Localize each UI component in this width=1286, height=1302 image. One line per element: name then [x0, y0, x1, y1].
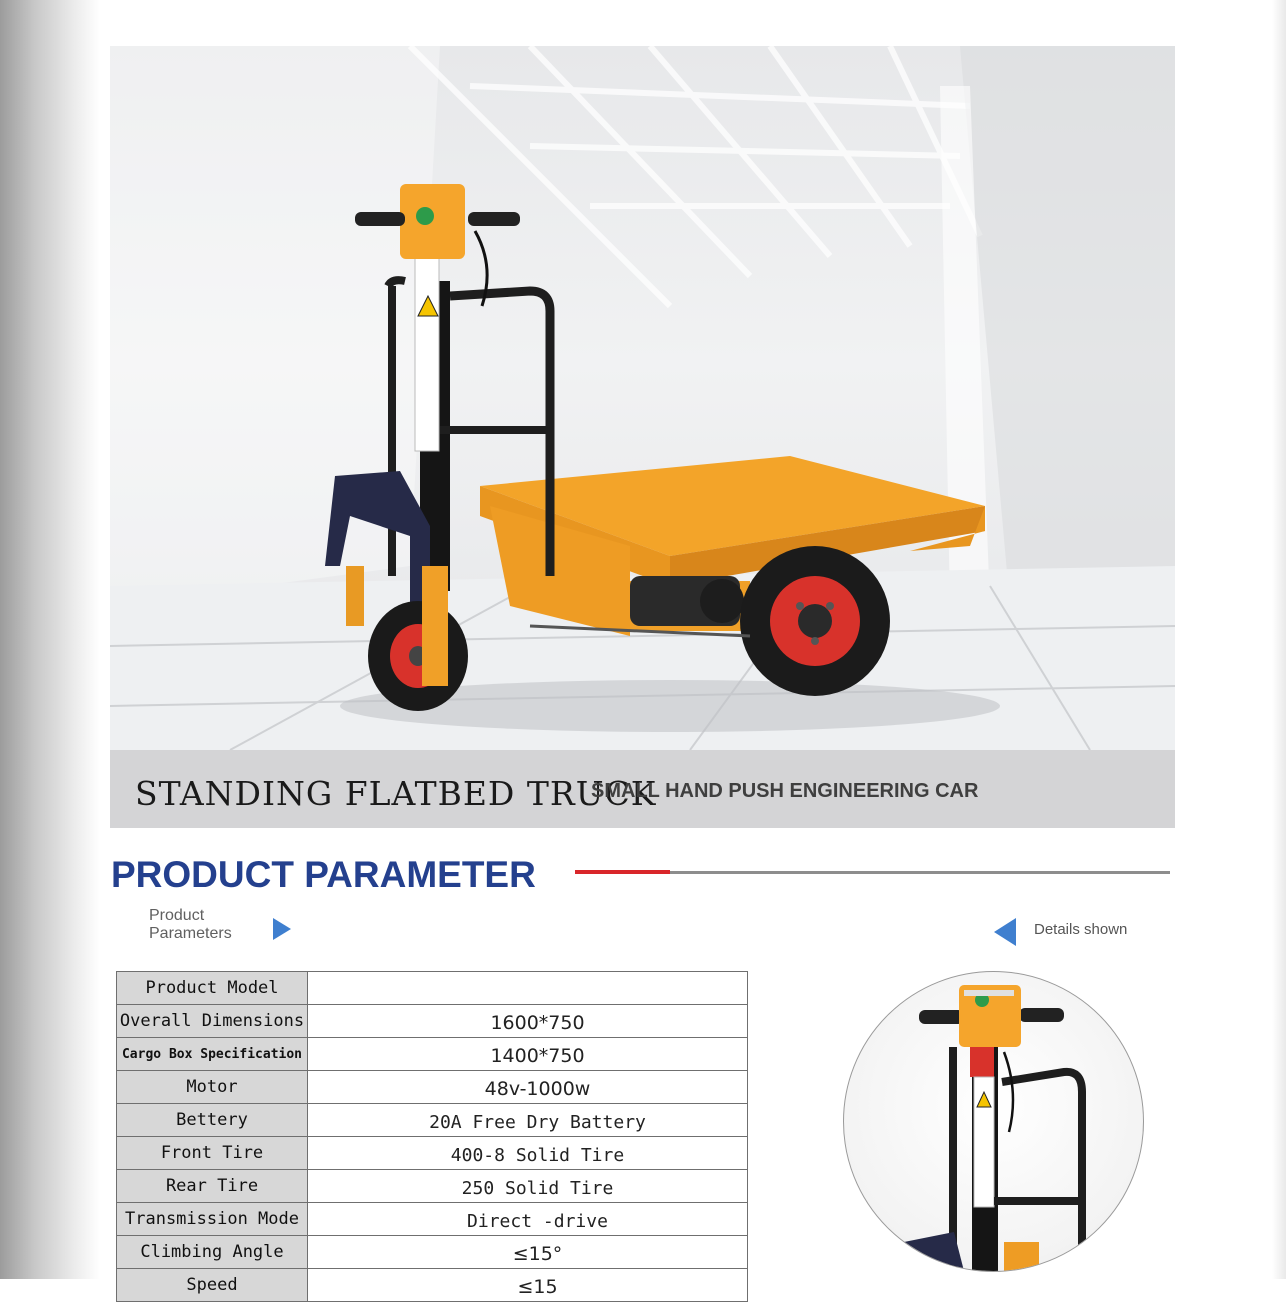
- spec-label: Front Tire: [117, 1137, 308, 1170]
- spec-value: 1400*750: [308, 1038, 748, 1071]
- table-row: [117, 1104, 748, 1137]
- section-title: PRODUCT PARAMETER: [111, 854, 536, 895]
- product-hero-photo: [110, 46, 1175, 750]
- table-row: [117, 1170, 748, 1203]
- parameters-label: Product Parameters: [149, 907, 232, 942]
- spec-table: [116, 971, 748, 1302]
- table-row: [117, 1203, 748, 1236]
- spec-value: ≤15°: [308, 1236, 748, 1269]
- spec-label: Cargo Box Specification: [117, 1038, 308, 1071]
- table-row: [117, 1137, 748, 1170]
- spec-value: ≤15: [308, 1269, 748, 1302]
- title-rule: [670, 871, 1170, 874]
- page-right-edge: [1272, 0, 1286, 1279]
- spec-label: Climbing Angle: [117, 1236, 308, 1269]
- spec-value: 250 Solid Tire: [308, 1170, 748, 1203]
- spec-value: Direct -drive: [308, 1203, 748, 1236]
- table-row: [117, 1005, 748, 1038]
- spec-value: 48v-1000w: [308, 1071, 748, 1104]
- spec-label: Motor: [117, 1071, 308, 1104]
- spec-label: Overall Dimensions: [117, 1005, 308, 1038]
- detail-photo: [843, 971, 1144, 1272]
- spec-value: 1600*750: [308, 1005, 748, 1038]
- spec-value: 20A Free Dry Battery: [308, 1104, 748, 1137]
- page-edge-shadow: [0, 0, 100, 1279]
- spec-value: [308, 972, 748, 1005]
- table-row: [117, 1071, 748, 1104]
- banner-subtitle: SMALL HAND PUSH ENGINEERING CAR: [591, 780, 979, 802]
- play-arrow-right-icon: [273, 918, 291, 940]
- spec-label: Speed: [117, 1269, 308, 1302]
- table-row: [117, 1038, 748, 1071]
- banner-title: STANDING FLATBED TRUCK: [135, 774, 657, 813]
- spec-label: Transmission Mode: [117, 1203, 308, 1236]
- table-row: [117, 1236, 748, 1269]
- spec-value: 400-8 Solid Tire: [308, 1137, 748, 1170]
- spec-label: Rear Tire: [117, 1170, 308, 1203]
- spec-label: Bettery: [117, 1104, 308, 1137]
- table-row: [117, 1269, 748, 1302]
- details-label: Details shown: [1034, 921, 1128, 938]
- play-arrow-left-icon: [994, 918, 1016, 946]
- title-rule-accent: [575, 870, 670, 874]
- spec-label: Product Model: [117, 972, 308, 1005]
- table-row: [117, 972, 748, 1005]
